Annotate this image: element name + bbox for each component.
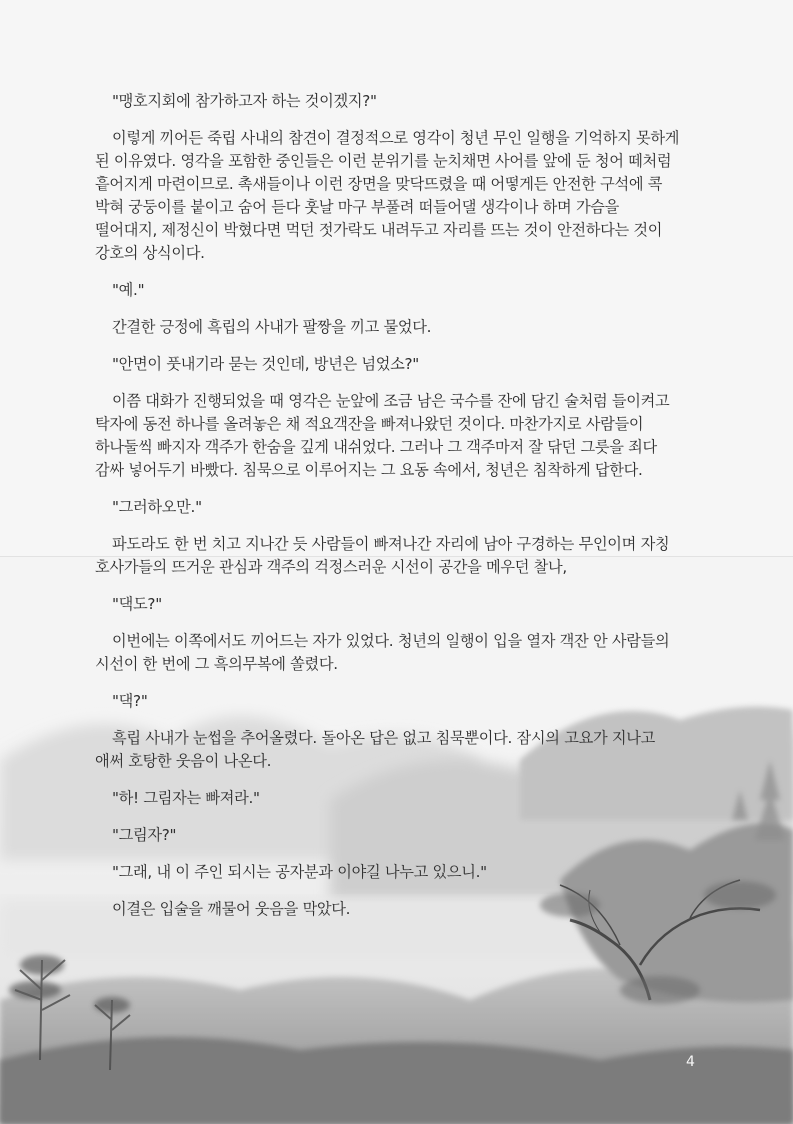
paragraph-14: "그림자?" bbox=[112, 826, 177, 844]
paragraph-11: "댁?" bbox=[112, 692, 148, 710]
paragraph-16: 이결은 입술을 깨물어 웃음을 막았다. bbox=[112, 900, 351, 918]
page-number: 4 bbox=[686, 1054, 695, 1070]
paragraph-12: 흑립 사내가 눈썹을 추어올렸다. 돌아온 답은 없고 침묵뿐이다. 잠시의 고요가 지나고 애써 호탕한 웃음이 나온다. bbox=[95, 729, 655, 770]
paragraph-10: 이번에는 이쪽에서도 끼어드는 자가 있었다. 청년의 일행이 입을 열자 객잔 안 사람들의 시선이 한 번에 그 흑의무복에 쏠렸다. bbox=[95, 632, 670, 673]
paragraph-8: 파도라도 한 번 치고 지나간 듯 사람들이 빠져나간 자리에 남아 구경하는 무인이며 자칭 호사가들의 뜨거운 관심과 객주의 걱정스러운 시선이 공간을 메우던 찰나, bbox=[95, 535, 670, 576]
paragraph-9: "댁도?" bbox=[112, 595, 162, 613]
paragraph-6: 이쯤 대화가 진행되었을 때 영각은 눈앞에 조금 남은 국수를 잔에 담긴 술처럼 들이켜고 탁자에 동전 하나를 올려놓은 채 적요객잔을 빠져나왔던 것이다. 마찬가지로 사람들이 하나둘씩 빠지자 객주가 한숨을 깊게 내쉬었다. 그러나 그 객주마저 잘 닦던 그릇을 죄다 감싸 넣어두기 바빴다. 침묵으로 이루어지는 그 요동 속에서, 청년은 침착하게 답한다. bbox=[95, 392, 670, 479]
paragraph-13: "하! 그림자는 빠져라." bbox=[112, 789, 260, 807]
body-text bbox=[95, 90, 700, 935]
paragraph-4: 간결한 긍정에 흑립의 사내가 팔짱을 끼고 물었다. bbox=[112, 318, 432, 336]
paragraph-2: 이렇게 끼어든 죽립 사내의 참견이 결정적으로 영각이 청년 무인 일행을 기억하지 못하게 된 이유였다. 영각을 포함한 중인들은 이런 분위기를 눈치채면 사어를 앞에 둔 청어 떼처럼 흩어지게 마련이므로. 촉새들이나 이런 장면을 맞닥뜨렸을 때 어떻게든 안전한 구석에 콕 박혀 궁둥이를 붙이고 숨어 듣다 훗날 마구 부풀려 떠들어댈 생각이나 하며 가슴을 떨어대지, 제정신이 박혔다면 먹던 젓가락도 내려두고 자리를 뜨는 것이 안전하다는 것이 강호의 상식이다. bbox=[95, 129, 680, 262]
paragraph-5: "안면이 풋내기라 묻는 것인데, 방년은 넘었소?" bbox=[112, 355, 419, 373]
paragraph-1: "맹호지회에 참가하고자 하는 것이겠지?" bbox=[112, 92, 377, 110]
paragraph-15: "그래, 내 이 주인 되시는 공자분과 이야길 나누고 있으니." bbox=[112, 863, 487, 881]
paragraph-3: "예." bbox=[112, 281, 145, 299]
paragraph-7: "그러하오만." bbox=[112, 498, 202, 516]
